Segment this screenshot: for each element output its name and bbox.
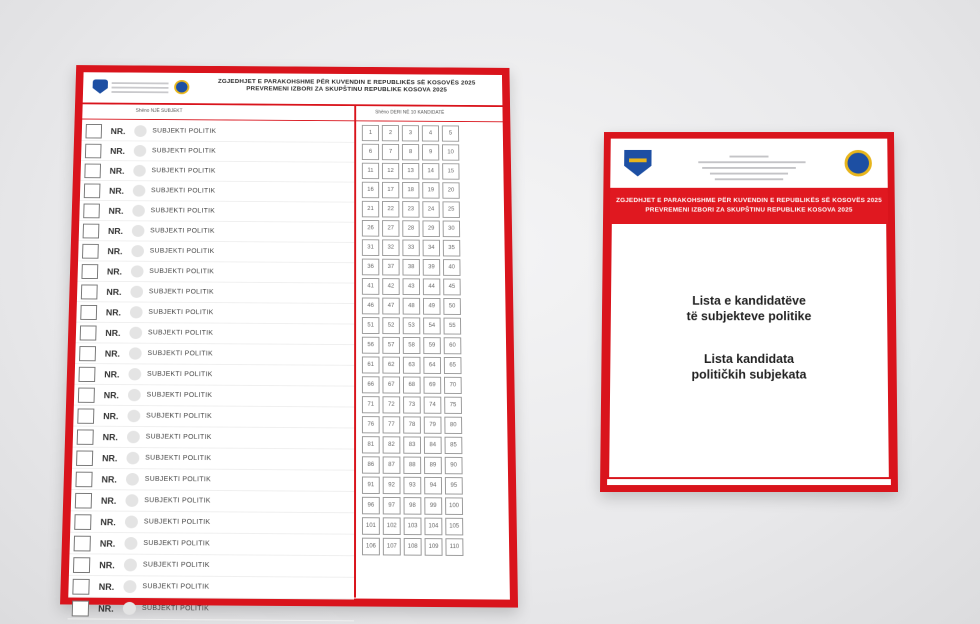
candidate-number-box[interactable]: 42 — [382, 278, 399, 295]
candidate-number-box[interactable]: 51 — [362, 317, 380, 334]
party-logo-icon — [128, 368, 141, 380]
candidate-number-box[interactable]: 47 — [382, 298, 400, 315]
party-logo-icon — [127, 410, 140, 422]
candidate-number-box[interactable]: 39 — [423, 259, 441, 276]
candidate-number-box[interactable]: 56 — [362, 337, 380, 354]
candidate-number-box[interactable]: 3 — [402, 125, 419, 141]
party-list — [68, 119, 356, 614]
party-row — [73, 427, 354, 450]
party-checkbox[interactable] — [80, 325, 97, 340]
candidate-number-box[interactable]: 61 — [362, 356, 380, 373]
candidate-number-box[interactable]: 99 — [424, 497, 442, 515]
party-checkbox[interactable] — [72, 600, 89, 616]
party-row — [70, 533, 355, 556]
candidate-number-box[interactable]: 43 — [403, 278, 421, 295]
party-row — [77, 261, 354, 283]
party-checkbox[interactable] — [84, 183, 101, 198]
candidate-number-box[interactable]: 57 — [382, 337, 400, 354]
party-logo-icon — [130, 306, 143, 318]
candidate-number-box[interactable]: 58 — [403, 337, 421, 354]
party-number: NR. — [101, 474, 117, 485]
party-logo-icon — [124, 537, 137, 550]
candidate-number-box[interactable]: 78 — [403, 416, 421, 433]
party-name: SUBJEKTI POLITIK — [143, 540, 211, 548]
candidate-number-box[interactable]: 62 — [382, 357, 400, 374]
party-number: NR. — [106, 286, 122, 297]
party-name: SUBJEKTI POLITIK — [148, 309, 214, 317]
candidate-number-box[interactable]: 46 — [362, 298, 379, 315]
candidate-number-box[interactable]: 40 — [443, 259, 461, 276]
party-row — [75, 343, 354, 366]
party-row — [72, 448, 354, 471]
candidate-list-booklet — [600, 132, 898, 492]
party-number: NR. — [105, 307, 122, 317]
candidate-number-box[interactable]: 74 — [424, 397, 442, 414]
party-number: NR. — [103, 411, 119, 421]
party-row — [71, 469, 354, 492]
candidate-number-box[interactable]: 38 — [402, 259, 419, 276]
party-name: SUBJEKTI POLITIK — [149, 247, 215, 255]
candidate-number-box[interactable]: 100 — [445, 497, 463, 515]
party-row — [82, 121, 355, 143]
candidate-number-box[interactable]: 48 — [403, 298, 421, 315]
party-name: SUBJEKTI POLITIK — [150, 227, 215, 235]
institution-text-lines — [698, 152, 800, 184]
candidate-number-box[interactable]: 69 — [423, 377, 441, 394]
party-name: SUBJEKTI POLITIK — [142, 583, 210, 591]
party-logo-icon — [133, 185, 146, 197]
party-logo-icon — [123, 580, 136, 593]
candidate-number-box[interactable]: 108 — [404, 538, 422, 556]
cec-seal-icon — [844, 150, 872, 176]
candidate-number-box[interactable]: 24 — [422, 201, 439, 218]
candidate-number-box[interactable]: 2 — [382, 125, 399, 141]
candidate-number-box[interactable]: 1 — [362, 125, 379, 141]
party-checkbox[interactable] — [81, 284, 98, 299]
candidate-number-box[interactable]: 60 — [444, 337, 462, 354]
candidate-number-box[interactable]: 98 — [404, 497, 422, 515]
party-row — [68, 576, 354, 600]
candidate-number-box[interactable]: 19 — [422, 182, 439, 198]
kosovo-coat-of-arms-icon — [92, 79, 108, 93]
candidate-number-box[interactable]: 41 — [362, 278, 379, 295]
list-title-band — [610, 188, 888, 224]
party-checkbox[interactable] — [80, 304, 97, 319]
candidate-number-box[interactable]: 94 — [424, 477, 442, 495]
party-logo-icon — [131, 265, 144, 277]
party-name: SUBJEKTI POLITIK — [147, 329, 214, 337]
list-title-albanian-line-2: të subjekteve politike — [686, 309, 812, 324]
party-number: NR. — [110, 146, 126, 156]
list-band-line-1: ZGJEDHJET E PARAKOHSHME PËR KUVENDIN E REPUBLIKËS SË KOSOVËS 2025 — [616, 197, 882, 204]
party-checkbox[interactable] — [73, 557, 90, 573]
party-checkbox[interactable] — [72, 578, 89, 594]
candidate-number-box[interactable]: 8 — [402, 144, 419, 160]
party-number: NR. — [104, 348, 121, 359]
party-number: NR. — [104, 369, 120, 379]
party-logo-icon — [132, 225, 145, 237]
candidate-number-box[interactable]: 104 — [424, 518, 442, 536]
candidate-number-box[interactable]: 28 — [402, 220, 419, 237]
party-checkbox[interactable] — [75, 492, 92, 508]
candidate-number-box[interactable]: 13 — [402, 163, 419, 179]
party-logo-icon — [126, 473, 139, 486]
candidate-number-box[interactable]: 75 — [444, 397, 462, 414]
candidate-number-box[interactable]: 110 — [445, 538, 463, 556]
party-row — [80, 161, 354, 183]
candidate-instruction: Shëno DERI NË 10 KANDIDATË — [375, 109, 445, 116]
party-number: NR. — [99, 559, 115, 570]
party-row — [74, 364, 354, 387]
candidate-number-box[interactable]: 44 — [423, 278, 441, 295]
candidate-number-box[interactable]: 17 — [382, 182, 399, 198]
candidate-number-box[interactable]: 14 — [422, 163, 439, 179]
candidate-number-box[interactable]: 88 — [403, 457, 421, 474]
candidate-number-box[interactable]: 22 — [382, 201, 399, 218]
party-checkbox[interactable] — [85, 124, 102, 138]
candidate-number-box[interactable]: 71 — [362, 396, 380, 413]
party-checkbox[interactable] — [82, 243, 99, 258]
candidate-number-box[interactable]: 25 — [442, 201, 459, 218]
candidate-number-box[interactable]: 83 — [403, 436, 421, 453]
candidate-number-box[interactable]: 76 — [362, 416, 380, 433]
party-logo-icon — [129, 327, 142, 339]
party-checkbox[interactable] — [74, 514, 91, 530]
party-row — [69, 554, 354, 578]
candidate-number-box[interactable]: 101 — [362, 517, 380, 535]
party-name: SUBJEKTI POLITIK — [147, 350, 213, 358]
candidate-number-box[interactable]: 33 — [402, 240, 419, 257]
party-checkbox[interactable] — [76, 450, 93, 465]
party-name: SUBJEKTI POLITIK — [145, 433, 212, 441]
candidate-number-box[interactable]: 89 — [424, 457, 442, 474]
candidate-number-box[interactable]: 105 — [445, 518, 463, 536]
ballot-title-line-2: PREVREMENI IZBORI ZA SKUPŠTINU REPUBLIKE KOSOVA 2025 — [246, 85, 448, 94]
candidate-number-box[interactable]: 37 — [382, 259, 399, 276]
candidate-number-box[interactable]: 91 — [362, 477, 380, 495]
candidate-number-box[interactable]: 82 — [383, 436, 401, 453]
candidate-number-box[interactable]: 66 — [362, 376, 380, 393]
candidate-number-box[interactable]: 106 — [362, 538, 380, 556]
party-logo-icon — [129, 347, 142, 359]
candidate-number-box[interactable]: 102 — [383, 517, 401, 535]
party-logo-icon — [132, 205, 145, 217]
candidate-number-section — [356, 121, 510, 598]
candidate-number-box[interactable]: 15 — [442, 163, 459, 179]
party-checkbox[interactable] — [75, 471, 92, 487]
party-name: SUBJEKTI POLITIK — [143, 518, 211, 526]
party-name: SUBJEKTI POLITIK — [148, 288, 214, 296]
list-band-line-2: PREVREMENI IZBORI ZA SKUPŠTINU REPUBLIKE KOSOVA 2025 — [645, 206, 853, 214]
party-number: NR. — [99, 538, 116, 549]
party-name: SUBJEKTI POLITIK — [141, 604, 210, 613]
party-number: NR. — [103, 390, 120, 400]
party-name: SUBJEKTI POLITIK — [146, 412, 212, 420]
candidate-number-box[interactable]: 21 — [362, 201, 379, 218]
party-name: SUBJEKTI POLITIK — [146, 371, 213, 379]
party-number: NR. — [100, 495, 117, 506]
list-header — [610, 139, 888, 188]
candidate-number-box[interactable]: 59 — [423, 337, 441, 354]
party-number: NR. — [110, 126, 126, 136]
candidate-number-box[interactable]: 27 — [382, 220, 399, 237]
party-row — [68, 598, 354, 622]
party-checkbox[interactable] — [85, 143, 102, 158]
candidate-number-box[interactable]: 63 — [403, 357, 421, 374]
party-row — [78, 241, 354, 263]
candidate-number-box[interactable]: 31 — [362, 239, 379, 256]
candidate-number-box[interactable]: 7 — [382, 144, 399, 160]
party-name: SUBJEKTI POLITIK — [144, 497, 211, 505]
ballot-title — [199, 78, 495, 94]
party-logo-icon — [126, 452, 139, 465]
candidate-number-box[interactable]: 64 — [423, 357, 441, 374]
party-logo-icon — [128, 389, 141, 401]
party-logo-icon — [125, 494, 138, 507]
party-logo-icon — [134, 145, 147, 157]
party-name: SUBJEKTI POLITIK — [151, 147, 216, 155]
party-name: SUBJEKTI POLITIK — [144, 475, 211, 484]
party-number: NR. — [102, 432, 119, 442]
party-number: NR. — [109, 185, 125, 196]
party-number: NR. — [109, 166, 125, 176]
party-row — [71, 490, 354, 513]
party-row — [80, 181, 354, 203]
party-name: SUBJEKTI POLITIK — [152, 128, 217, 135]
candidate-number-box[interactable]: 72 — [383, 396, 401, 413]
list-title-serbian — [610, 351, 888, 382]
party-logo-icon — [125, 516, 138, 529]
candidate-number-box[interactable]: 23 — [402, 201, 419, 218]
candidate-number-box[interactable]: 45 — [443, 279, 461, 296]
party-number: NR. — [100, 516, 116, 527]
candidate-number-box[interactable]: 53 — [403, 317, 421, 334]
candidate-number-box[interactable]: 35 — [443, 240, 461, 257]
list-title-serbian-line-1: Lista kandidata — [703, 352, 795, 366]
party-name: SUBJEKTI POLITIK — [142, 561, 210, 569]
candidate-number-box[interactable]: 107 — [383, 538, 401, 556]
party-number: NR. — [107, 246, 123, 256]
candidate-number-box[interactable]: 109 — [425, 538, 443, 556]
party-number: NR. — [98, 581, 115, 592]
party-name: SUBJEKTI POLITIK — [150, 187, 216, 195]
party-checkbox[interactable] — [84, 163, 101, 178]
candidate-number-box[interactable]: 5 — [442, 125, 459, 141]
party-name: SUBJEKTI POLITIK — [150, 207, 216, 215]
ballot-header — [83, 72, 503, 107]
list-title-albanian — [611, 293, 887, 324]
party-number: NR. — [98, 603, 114, 614]
party-number: NR. — [101, 453, 118, 463]
party-checkbox[interactable] — [78, 366, 95, 381]
candidate-number-box[interactable]: 77 — [383, 416, 401, 433]
candidate-number-box[interactable]: 11 — [362, 163, 379, 179]
party-checkbox[interactable] — [78, 387, 95, 402]
candidate-number-box[interactable]: 70 — [444, 377, 462, 394]
party-number: NR. — [106, 266, 123, 276]
candidate-number-box[interactable]: 84 — [424, 437, 442, 454]
kosovo-coat-of-arms-icon — [624, 150, 652, 176]
candidate-number-box[interactable]: 16 — [362, 182, 379, 198]
party-number: NR. — [108, 206, 124, 216]
candidate-number-box[interactable]: 10 — [442, 144, 459, 160]
party-checkbox[interactable] — [74, 535, 91, 551]
party-logo-icon — [131, 245, 144, 257]
party-logo-icon — [134, 125, 147, 137]
party-row — [74, 385, 354, 408]
party-logo-icon — [130, 286, 143, 298]
candidate-number-box[interactable]: 81 — [362, 436, 380, 453]
candidate-number-box[interactable]: 55 — [443, 318, 461, 335]
candidate-number-box[interactable]: 34 — [423, 240, 440, 257]
party-logo-icon — [123, 602, 136, 615]
candidate-number-box[interactable]: 79 — [424, 417, 442, 434]
list-title-albanian-line-1: Lista e kandidatëve — [692, 294, 806, 308]
party-number: NR. — [107, 226, 124, 236]
party-row — [79, 221, 355, 243]
party-checkbox[interactable] — [83, 223, 100, 238]
party-row — [79, 201, 354, 223]
candidate-number-box[interactable]: 18 — [402, 182, 419, 198]
party-checkbox[interactable] — [81, 264, 98, 279]
candidate-number-box[interactable]: 29 — [422, 220, 439, 237]
candidate-number-box[interactable]: 4 — [422, 125, 439, 141]
candidate-number-box[interactable]: 20 — [442, 182, 459, 198]
candidate-number-box[interactable]: 52 — [382, 317, 400, 334]
candidate-number-box[interactable]: 96 — [362, 497, 380, 515]
party-name: SUBJEKTI POLITIK — [145, 454, 212, 462]
candidate-number-box[interactable]: 54 — [423, 317, 441, 334]
candidate-number-box[interactable]: 92 — [383, 477, 401, 495]
candidate-number-box[interactable]: 103 — [404, 517, 422, 535]
candidate-number-grid — [362, 125, 509, 556]
candidate-number-box[interactable]: 26 — [362, 220, 379, 237]
party-row — [77, 282, 354, 304]
party-row — [76, 302, 354, 324]
candidate-number-box[interactable]: 73 — [403, 396, 421, 413]
candidate-number-box[interactable]: 9 — [422, 144, 439, 160]
party-name: SUBJEKTI POLITIK — [146, 391, 213, 399]
party-checkbox[interactable] — [77, 429, 94, 444]
candidate-number-box[interactable]: 87 — [383, 456, 401, 473]
candidate-number-box[interactable]: 68 — [403, 377, 421, 394]
party-logo-icon — [133, 165, 146, 177]
institution-text-lines — [111, 80, 168, 96]
candidate-number-box[interactable]: 65 — [444, 357, 462, 374]
party-logo-icon — [127, 431, 140, 444]
candidate-number-box[interactable]: 49 — [423, 298, 441, 315]
party-row — [81, 141, 354, 163]
candidate-number-box[interactable]: 97 — [383, 497, 401, 515]
candidate-number-box[interactable]: 93 — [403, 477, 421, 495]
candidate-number-box[interactable]: 12 — [382, 163, 399, 179]
list-title-serbian-line-2: političkih subjekata — [691, 367, 807, 382]
party-instruction: Shëno NJË SUBJEKT — [82, 104, 356, 120]
candidate-number-box[interactable]: 80 — [444, 417, 462, 434]
candidate-number-box[interactable]: 32 — [382, 239, 399, 256]
party-row — [70, 511, 354, 534]
party-number: NR. — [105, 327, 121, 338]
party-checkbox[interactable] — [83, 203, 100, 218]
candidate-number-box[interactable]: 6 — [362, 144, 379, 160]
candidate-number-box[interactable]: 36 — [362, 259, 379, 276]
cec-seal-icon — [174, 80, 189, 94]
party-logo-icon — [124, 559, 137, 572]
candidate-number-box[interactable]: 30 — [443, 221, 460, 238]
ballot-paper — [60, 65, 518, 614]
candidate-number-box[interactable]: 90 — [445, 457, 463, 474]
party-row — [76, 323, 354, 345]
party-checkbox[interactable] — [79, 346, 96, 361]
candidate-number-box[interactable]: 67 — [382, 376, 400, 393]
candidate-number-box[interactable]: 86 — [362, 456, 380, 473]
party-name: SUBJEKTI POLITIK — [151, 167, 216, 175]
party-checkbox[interactable] — [77, 408, 94, 423]
candidate-number-box[interactable]: 85 — [445, 437, 463, 454]
candidate-number-box[interactable]: 95 — [445, 477, 463, 495]
ballot-title-line-1: ZGJEDHJET E PARAKOHSHME PËR KUVENDIN E REPUBLIKËS SË KOSOVËS 2025 — [217, 78, 476, 87]
party-name: SUBJEKTI POLITIK — [149, 268, 215, 276]
list-cover — [607, 224, 891, 479]
candidate-number-box[interactable]: 50 — [443, 298, 461, 315]
party-row — [73, 406, 354, 429]
